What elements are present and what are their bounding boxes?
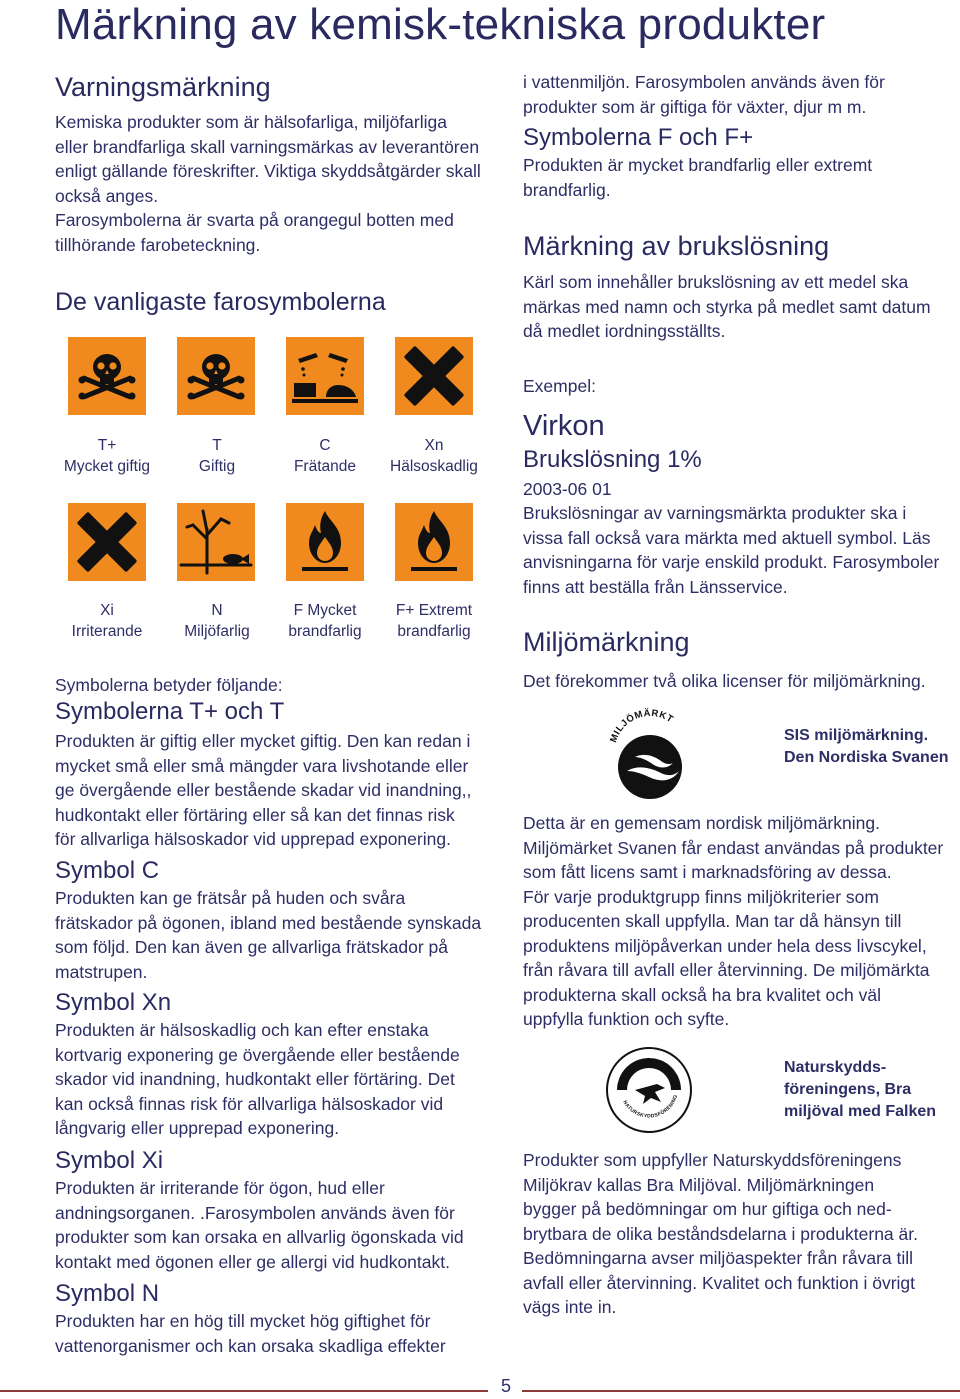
- solution-heading: Märkning av brukslösning: [523, 231, 830, 261]
- eco-intro: Det förekommer två olika licenser för miljömärkning.: [523, 671, 926, 691]
- symbol-name: Giftig: [198, 457, 236, 475]
- symbol-name: Irriterande: [71, 622, 143, 640]
- section-heading-xi: Symbol Xi: [55, 1147, 164, 1174]
- symbol-code: T+: [97, 437, 117, 454]
- n-continued-text: i vattenmiljön. Farosymbolen används även för produkter som är giftiga för växter, djur m m.: [523, 72, 885, 117]
- falcon-icon: [605, 1046, 693, 1134]
- corrosion-icon: [286, 337, 364, 415]
- section-text-xn: Produkten är hälsoskadlig och kan efter enstaka kortvarig exponering ge övergående eller bestående skador vid inandning, hudkontakt eller förtäring. Det kan också finnas risk för allvarliga hälsoskador vid långvarig eller upprepad exponering.: [55, 1020, 460, 1138]
- footer-divider-right: [522, 1390, 960, 1392]
- falcon-text: Produkter som uppfyller Naturskyddsföreningens Miljökrav kallas Bra Miljöval. Miljömärkningen bygger på bedömningar om hur giftiga och ned- brytbara de olika beståndsdelarna i produkterna är. Bedömningarna avser miljöaspekter från råvara till avfall eller återvinning. Kvalitet och funktion i övrigt vägs inte in.: [523, 1150, 918, 1317]
- example-label: Exempel:: [523, 376, 596, 396]
- symbol-caption: [52, 436, 162, 477]
- example-name: Virkon: [523, 410, 605, 442]
- section-text-c: Produkten kan ge frätsår på huden och svåra frätskador på ögonen, ibland med bestående synskada som följd. Den kan även ge allvarliga frätskador på matstrupen.: [55, 888, 482, 982]
- skull-crossbones-icon: [177, 337, 255, 415]
- section-heading-c: Symbol C: [55, 857, 160, 884]
- warning-heading: Varningsmärkning: [55, 72, 271, 102]
- symbol-caption: [52, 601, 162, 642]
- warning-text: Kemiska produkter som är hälsofarliga, miljöfarliga eller brandfarliga skall varningsmärkas av leverantören enligt gällande föreskrifter. Viktiga skyddsåtgärder skall också anges. Farosymbolerna är svarta på orangegul botten med tillhörande farobeteckning.: [55, 112, 481, 255]
- dead-tree-fish-icon: [177, 503, 255, 581]
- symbol-caption: [379, 436, 489, 477]
- symbol-name: Hälsoskadlig: [390, 457, 478, 475]
- symbol-f-plus: [395, 503, 473, 581]
- section-text-t: Produkten är giftig eller mycket giftig. Den kan redan i mycket små eller små mängder vara livshotande eller ge övergående eller bestående skadar vid inandning,, hudkontakt eller förtäring eller så kan det finnas risk för allvarliga hälsoskador vid upprepad exponering.: [55, 731, 472, 849]
- symbol-code: F Mycket: [293, 602, 357, 619]
- symbol-c: [286, 337, 364, 415]
- swan-text: Detta är en gemensam nordisk miljömärkning. Miljömärket Svanen får endast användas på produkter som fått licens samt i marknadsföring av dessa. För varje produktgrupp finns miljökriterier som producenten skall uppfylla. Man tar då hänsyn till produktens miljöpåverkan under hela dess livscykel, från råvara till avfall eller återvinning. De miljömärkta produkterna skall också ha bra kvalitet och väl uppfylla funktion och syfte.: [523, 813, 944, 1029]
- section-text-n: Produkten har en hög till mycket hög giftighet för vattenorganismer och kan orsaka skadliga effekter: [55, 1311, 446, 1356]
- symbol-code: Xi: [100, 602, 114, 619]
- falcon-caption: Naturskydds- föreningens, Bra miljöval med Falken: [784, 1059, 937, 1120]
- f-text: Produkten är mycket brandfarlig eller extremt brandfarlig.: [523, 155, 873, 200]
- example-strength: Brukslösning 1%: [523, 446, 702, 473]
- solution-text: Kärl som innehåller brukslösning av ett medel ska märkas med namn och styrka på medlet samt datum då medlet iordningsställts.: [523, 272, 931, 341]
- section-heading-t: Symbolerna T+ och T: [55, 698, 285, 725]
- swan-caption: SIS miljömärkning. Den Nordiska Svanen: [784, 727, 949, 766]
- symbol-name: brandfarlig: [397, 622, 471, 640]
- symbol-name: brandfarlig: [288, 622, 362, 640]
- cross-x-icon: [68, 503, 146, 581]
- symbol-code: N: [211, 602, 223, 619]
- skull-crossbones-icon: [68, 337, 146, 415]
- symbol-name: Mycket giftig: [63, 457, 151, 475]
- symbol-code: Xn: [424, 437, 444, 454]
- symbol-caption: [379, 601, 489, 642]
- swan-logo-text: MILJÖMÄRKT: [608, 707, 676, 745]
- flame-icon: [395, 503, 473, 581]
- nordic-swan-logo: [605, 705, 695, 801]
- section-heading-n: Symbol N: [55, 1280, 160, 1307]
- symbol-t: [177, 337, 255, 415]
- example-date: 2003-06 01: [523, 479, 612, 499]
- symbol-f: [286, 503, 364, 581]
- symbol-code: C: [319, 437, 331, 454]
- symbol-n: [177, 503, 255, 581]
- symbol-caption: [162, 601, 272, 642]
- symbol-caption: [162, 436, 272, 477]
- symbol-caption: [270, 601, 380, 642]
- page-title: Märkning av kemisk-tekniska produkter: [55, 0, 826, 49]
- eco-heading: Miljömärkning: [523, 627, 690, 657]
- example-text: Brukslösningar av varningsmärkta produkter ska i vissa fall också vara märkta med aktuell symbol. Läs anvisningarna för varje enskild produkt. Farosymboler finns att beställa från Länsservice.: [523, 503, 940, 597]
- meaning-intro: Symbolerna betyder följande:: [55, 675, 283, 695]
- symbol-name: Miljöfarlig: [184, 622, 250, 640]
- symbol-code: F+ Extremt: [395, 602, 473, 619]
- bra-miljoval-logo: [605, 1046, 693, 1134]
- footer-divider-left: [0, 1390, 488, 1392]
- flame-icon: [286, 503, 364, 581]
- symbol-caption: [270, 436, 380, 477]
- common-symbols-heading: De vanligaste farosymbolerna: [55, 288, 386, 316]
- symbol-xi: [68, 503, 146, 581]
- symbol-t-plus: [68, 337, 146, 415]
- symbol-code: T: [212, 437, 222, 454]
- falcon-logo-subtext: NATURSKYDDSFÖRENING: [621, 1094, 680, 1120]
- page-number: 5: [498, 1376, 514, 1397]
- swan-icon: [605, 705, 695, 801]
- section-heading-xn: Symbol Xn: [55, 989, 172, 1016]
- falcon-logo-text: BRA MILJÖVAL: [609, 1049, 685, 1085]
- symbol-name: Frätande: [293, 457, 357, 475]
- symbol-xn: [395, 337, 473, 415]
- section-text-xi: Produkten är irriterande för ögon, hud eller andningsorganen. .Farosymbolen används även för produkter som kan orsaka en allvarlig ögonskada vid kontakt med ögonen eller ge allergi vid hudkontakt.: [55, 1178, 464, 1272]
- f-heading: Symbolerna F och F+: [523, 124, 754, 151]
- cross-x-icon: [395, 337, 473, 415]
